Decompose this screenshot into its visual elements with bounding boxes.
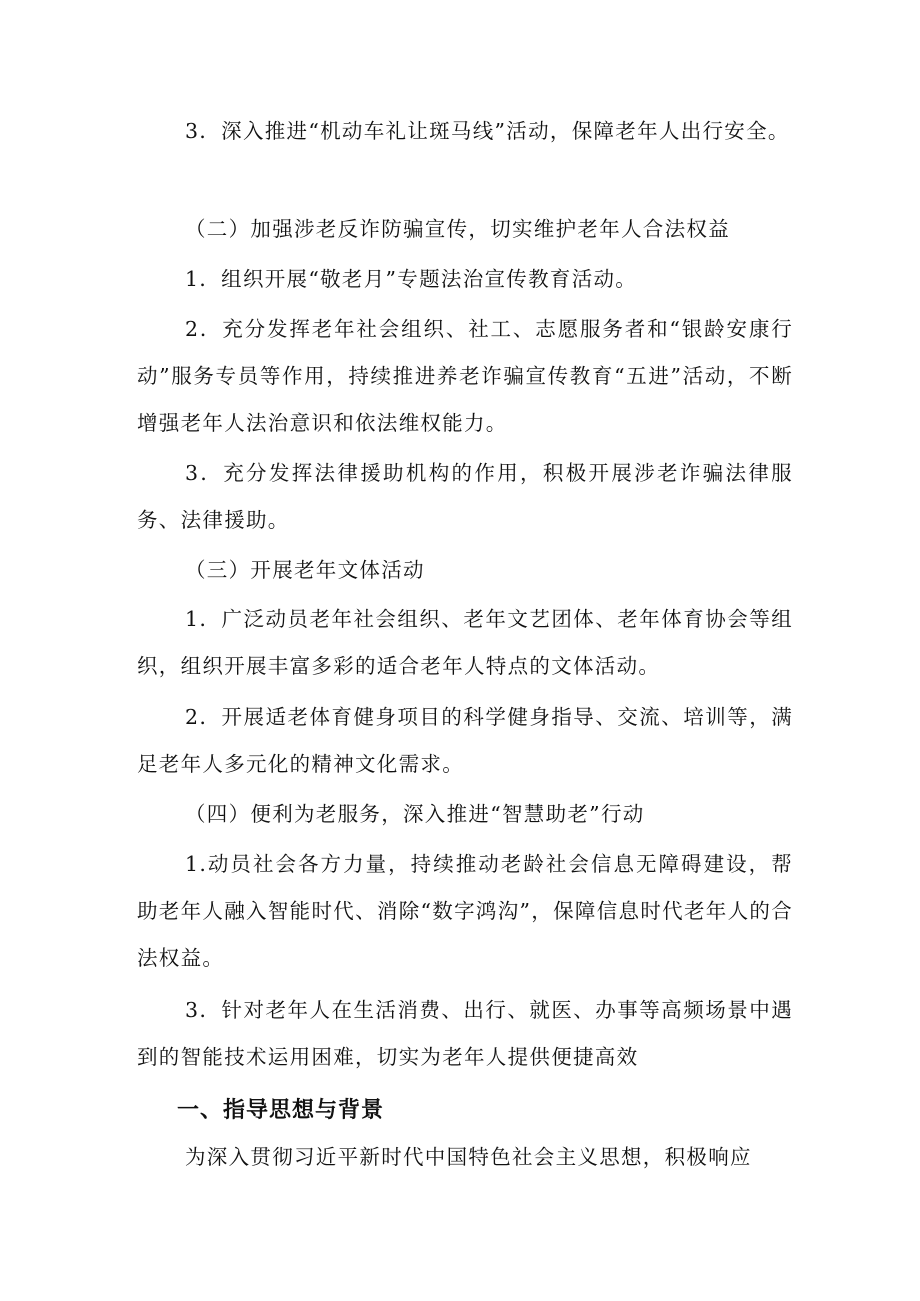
paragraph-item-3-traffic: 3．深入推进“机动车礼让斑马线”活动，保障老年人出行安全。 bbox=[185, 119, 790, 143]
paragraph-item-3-smart-tech: 3．针对老年人在生活消费、出行、就医、办事等高频场景中遇到的智能技术运用困难，切实为老年人提供便捷高效 bbox=[137, 998, 793, 1069]
subheading-three: （三）开展老年文体活动 bbox=[185, 558, 425, 582]
subheading-two: （二）加强涉老反诈防骗宣传，切实维护老年人合法权益 bbox=[185, 217, 730, 241]
paragraph-item-1-law-month: 1．组织开展“敬老月”专题法治宣传教育活动。 bbox=[185, 267, 638, 291]
paragraph-item-2-anti-fraud: 2．充分发挥老年社会组织、社工、志愿服务者和“银龄安康行动”服务专员等作用，持续推进养老诈骗宣传教育“五进”活动，不断增强老年人法治意识和依法维权能力。 bbox=[137, 317, 793, 435]
subheading-four: （四）便利为老服务，深入推进“智慧助老”行动 bbox=[185, 802, 645, 826]
paragraph-item-2-fitness: 2．开展适老体育健身项目的科学健身指导、交流、培训等，满足老年人多元化的精神文化需求。 bbox=[137, 705, 793, 776]
paragraph-item-1-culture: 1．广泛动员老年社会组织、老年文艺团体、老年体育协会等组织，组织开展丰富多彩的适合老年人特点的文体活动。 bbox=[137, 607, 793, 678]
closing-paragraph: 为深入贯彻习近平新时代中国特色社会主义思想，积极响应 bbox=[185, 1145, 752, 1169]
paragraph-item-1-digital: 1.动员社会各方力量，持续推动老龄社会信息无障碍建设，帮助老年人融入智能时代、消除“数字鸿沟”，保障信息时代老年人的合法权益。 bbox=[137, 852, 793, 970]
section-heading: 一、指导思想与背景 bbox=[177, 1098, 385, 1123]
paragraph-item-3-legal-aid: 3．充分发挥法律援助机构的作用，积极开展涉老诈骗法律服务、法律援助。 bbox=[137, 461, 793, 532]
